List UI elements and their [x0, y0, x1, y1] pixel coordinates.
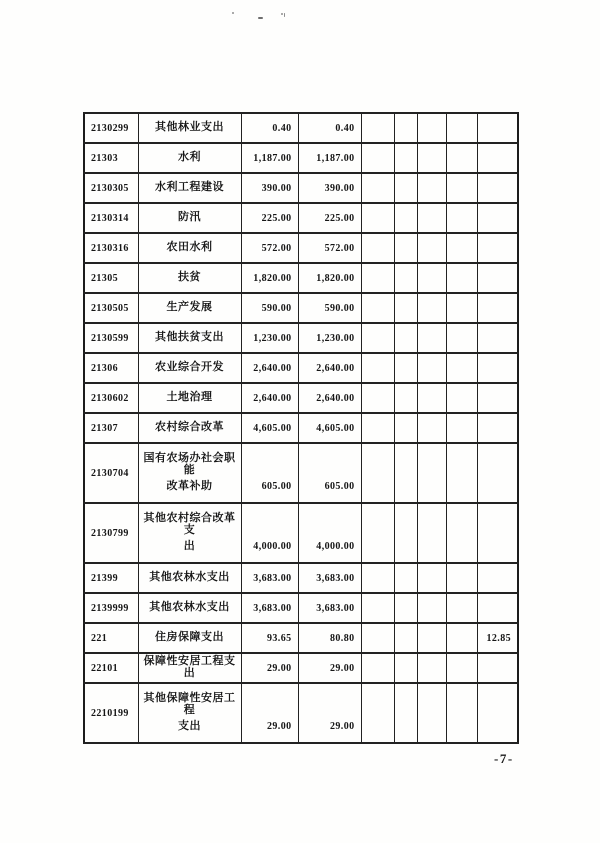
- code-cell: 2130316: [84, 233, 138, 263]
- amount-cell-final: [477, 263, 518, 293]
- code-cell: 2130704: [84, 443, 138, 503]
- scan-speck: [284, 13, 285, 17]
- amount-cell-final: [477, 143, 518, 173]
- item-name-line: 扶贫: [178, 271, 201, 284]
- empty-cell: [417, 683, 446, 743]
- amount-cell-1: 1,230.00: [241, 323, 298, 353]
- amount-cell-1: 3,683.00: [241, 593, 298, 623]
- item-name-cell: [138, 503, 241, 563]
- empty-cell: [394, 173, 417, 203]
- item-name-line: 其他林业支出: [155, 121, 224, 134]
- amount-cell-2: 572.00: [298, 233, 361, 263]
- amount-cell-final: [477, 203, 518, 233]
- code-cell: 2130299: [84, 113, 138, 143]
- code-cell: 2130305: [84, 173, 138, 203]
- amount-cell-2: 80.80: [298, 623, 361, 653]
- amount-cell-1: 0.40: [241, 113, 298, 143]
- empty-cell: [394, 293, 417, 323]
- empty-cell: [417, 113, 446, 143]
- item-name-line: 农田水利: [166, 241, 213, 254]
- item-name-lines: [139, 212, 241, 224]
- empty-cell: [446, 443, 477, 503]
- empty-cell: [417, 173, 446, 203]
- empty-cell: [417, 203, 446, 233]
- item-name-cell: [138, 443, 241, 503]
- empty-cell: [394, 653, 417, 683]
- item-name-cell: [138, 353, 241, 383]
- amount-cell-2: 1,820.00: [298, 263, 361, 293]
- item-name-cell: [138, 203, 241, 233]
- budget-table-body: [84, 113, 518, 743]
- item-name-lines: [139, 392, 241, 404]
- amount-cell-2: 590.00: [298, 293, 361, 323]
- empty-cell: [446, 143, 477, 173]
- amount-cell-final: [477, 443, 518, 503]
- item-name-line: 土地治理: [166, 391, 213, 404]
- empty-cell: [446, 323, 477, 353]
- code-cell: 22101: [84, 653, 138, 683]
- amount-cell-final: [477, 683, 518, 743]
- empty-cell: [361, 623, 394, 653]
- amount-cell-1: 4,605.00: [241, 413, 298, 443]
- item-name-lines: [139, 422, 241, 434]
- empty-cell: [394, 443, 417, 503]
- empty-cell: [394, 383, 417, 413]
- empty-cell: [394, 233, 417, 263]
- code-cell: 21307: [84, 413, 138, 443]
- empty-cell: [361, 503, 394, 563]
- amount-cell-final: [477, 173, 518, 203]
- code-cell: 21306: [84, 353, 138, 383]
- empty-cell: [394, 683, 417, 743]
- amount-cell-final: [477, 563, 518, 593]
- scan-speck: [232, 12, 234, 14]
- item-name-line: 住房保障支出: [155, 631, 224, 644]
- item-name-cell: [138, 233, 241, 263]
- empty-cell: [417, 263, 446, 293]
- empty-cell: [361, 203, 394, 233]
- amount-cell-2: 4,000.00: [298, 503, 361, 563]
- empty-cell: [361, 113, 394, 143]
- empty-cell: [446, 503, 477, 563]
- empty-cell: [446, 233, 477, 263]
- budget-table: [83, 112, 519, 744]
- table-row: [84, 203, 518, 233]
- item-name-lines: [139, 272, 241, 284]
- empty-cell: [417, 593, 446, 623]
- item-name-cell: [138, 293, 241, 323]
- item-name-cell: [138, 683, 241, 743]
- empty-cell: [394, 323, 417, 353]
- empty-cell: [394, 143, 417, 173]
- amount-cell-final: [477, 653, 518, 683]
- item-name-line: 农业综合开发: [155, 361, 224, 374]
- empty-cell: [417, 293, 446, 323]
- item-name-lines: [139, 332, 241, 344]
- empty-cell: [361, 353, 394, 383]
- code-cell: 2130505: [84, 293, 138, 323]
- empty-cell: [446, 383, 477, 413]
- item-name-line: 生产发展: [166, 301, 213, 314]
- amount-cell-final: [477, 293, 518, 323]
- empty-cell: [446, 653, 477, 683]
- code-cell: 221: [84, 623, 138, 653]
- empty-cell: [361, 563, 394, 593]
- amount-cell-2: 1,230.00: [298, 323, 361, 353]
- amount-cell-2: 1,187.00: [298, 143, 361, 173]
- item-name-lines: [139, 182, 241, 194]
- amount-cell-1: 590.00: [241, 293, 298, 323]
- table-row: [84, 233, 518, 263]
- item-name-line: 其他农林水支出: [149, 601, 230, 614]
- table-row: [84, 683, 518, 743]
- empty-cell: [394, 263, 417, 293]
- empty-cell: [446, 593, 477, 623]
- empty-cell: [446, 563, 477, 593]
- item-name-lines: [139, 362, 241, 374]
- item-name-lines: [139, 152, 241, 164]
- code-cell: 2130314: [84, 203, 138, 233]
- empty-cell: [361, 683, 394, 743]
- table-row: [84, 413, 518, 443]
- item-name-cell: [138, 173, 241, 203]
- amount-cell-1: 93.65: [241, 623, 298, 653]
- amount-cell-2: 2,640.00: [298, 383, 361, 413]
- amount-cell-1: 29.00: [241, 683, 298, 743]
- amount-cell-final: [477, 353, 518, 383]
- empty-cell: [446, 173, 477, 203]
- empty-cell: [446, 203, 477, 233]
- empty-cell: [446, 623, 477, 653]
- amount-cell-final: [477, 503, 518, 563]
- amount-cell-2: 29.00: [298, 683, 361, 743]
- item-name-lines: [139, 122, 241, 134]
- amount-cell-1: 390.00: [241, 173, 298, 203]
- amount-cell-1: 3,683.00: [241, 563, 298, 593]
- empty-cell: [361, 653, 394, 683]
- amount-cell-2: 0.40: [298, 113, 361, 143]
- empty-cell: [417, 563, 446, 593]
- empty-cell: [394, 353, 417, 383]
- amount-cell-1: 1,187.00: [241, 143, 298, 173]
- page-number: -7-: [494, 751, 514, 766]
- code-cell: 2139999: [84, 593, 138, 623]
- item-name-line: 其他农林水支出: [149, 571, 230, 584]
- code-cell: 2130602: [84, 383, 138, 413]
- item-name-cell: [138, 593, 241, 623]
- item-name-lines: [139, 656, 241, 679]
- item-name-lines: [139, 685, 241, 741]
- amount-cell-2: 225.00: [298, 203, 361, 233]
- item-name-cell: [138, 143, 241, 173]
- amount-cell-1: 605.00: [241, 443, 298, 503]
- item-name-line: 国有农场办社会职能: [143, 452, 236, 476]
- amount-cell-2: 29.00: [298, 653, 361, 683]
- empty-cell: [361, 173, 394, 203]
- empty-cell: [361, 233, 394, 263]
- amount-cell-1: 29.00: [241, 653, 298, 683]
- empty-cell: [446, 683, 477, 743]
- amount-cell-final: [477, 593, 518, 623]
- table-row: [84, 173, 518, 203]
- table-row: [84, 503, 518, 563]
- empty-cell: [417, 353, 446, 383]
- table-row: [84, 443, 518, 503]
- empty-cell: [417, 443, 446, 503]
- amount-cell-1: 1,820.00: [241, 263, 298, 293]
- code-cell: 2210199: [84, 683, 138, 743]
- amount-cell-2: 3,683.00: [298, 563, 361, 593]
- empty-cell: [394, 413, 417, 443]
- item-name-cell: [138, 623, 241, 653]
- item-name-lines: [139, 632, 241, 644]
- empty-cell: [417, 503, 446, 563]
- amount-cell-2: 605.00: [298, 443, 361, 503]
- empty-cell: [394, 593, 417, 623]
- empty-cell: [394, 203, 417, 233]
- table-row: [84, 653, 518, 683]
- item-name-line: 改革补助: [166, 480, 213, 493]
- item-name-line: 水利: [178, 151, 201, 164]
- empty-cell: [394, 113, 417, 143]
- empty-cell: [417, 383, 446, 413]
- item-name-lines: [139, 572, 241, 584]
- empty-cell: [417, 323, 446, 353]
- empty-cell: [446, 293, 477, 323]
- empty-cell: [361, 443, 394, 503]
- empty-cell: [361, 383, 394, 413]
- empty-cell: [417, 413, 446, 443]
- table-row: [84, 623, 518, 653]
- amount-cell-2: 4,605.00: [298, 413, 361, 443]
- amount-cell-1: 4,000.00: [241, 503, 298, 563]
- item-name-line: 支出: [178, 720, 201, 733]
- table-row: [84, 293, 518, 323]
- item-name-line: 水利工程建设: [155, 181, 224, 194]
- amount-cell-2: 3,683.00: [298, 593, 361, 623]
- item-name-lines: [139, 242, 241, 254]
- item-name-line: 保障性安居工程支出: [143, 655, 236, 679]
- empty-cell: [417, 623, 446, 653]
- item-name-lines: [139, 445, 241, 501]
- amount-cell-2: 2,640.00: [298, 353, 361, 383]
- amount-cell-final: [477, 383, 518, 413]
- empty-cell: [394, 503, 417, 563]
- amount-cell-final: [477, 413, 518, 443]
- item-name-lines: [139, 505, 241, 561]
- item-name-cell: [138, 323, 241, 353]
- amount-cell-1: 225.00: [241, 203, 298, 233]
- scan-speck: [258, 17, 263, 19]
- code-cell: 21303: [84, 143, 138, 173]
- empty-cell: [417, 233, 446, 263]
- empty-cell: [361, 323, 394, 353]
- amount-cell-2: 390.00: [298, 173, 361, 203]
- empty-cell: [361, 293, 394, 323]
- item-name-line: 出: [183, 540, 196, 553]
- table-row: [84, 263, 518, 293]
- table-row: [84, 143, 518, 173]
- table-row: [84, 113, 518, 143]
- empty-cell: [417, 143, 446, 173]
- item-name-cell: [138, 653, 241, 683]
- empty-cell: [446, 263, 477, 293]
- empty-cell: [361, 143, 394, 173]
- item-name-cell: [138, 263, 241, 293]
- amount-cell-final: 12.85: [477, 623, 518, 653]
- amount-cell-final: [477, 233, 518, 263]
- item-name-lines: [139, 302, 241, 314]
- table-row: [84, 323, 518, 353]
- empty-cell: [417, 653, 446, 683]
- item-name-cell: [138, 563, 241, 593]
- amount-cell-1: 2,640.00: [241, 383, 298, 413]
- item-name-line: 农村综合改革: [155, 421, 224, 434]
- code-cell: 2130799: [84, 503, 138, 563]
- empty-cell: [361, 413, 394, 443]
- empty-cell: [394, 563, 417, 593]
- table-row: [84, 593, 518, 623]
- amount-cell-final: [477, 113, 518, 143]
- amount-cell-1: 2,640.00: [241, 353, 298, 383]
- empty-cell: [446, 413, 477, 443]
- item-name-cell: [138, 113, 241, 143]
- code-cell: 21305: [84, 263, 138, 293]
- table-row: [84, 563, 518, 593]
- code-cell: 21399: [84, 563, 138, 593]
- table-row: [84, 383, 518, 413]
- code-cell: 2130599: [84, 323, 138, 353]
- empty-cell: [394, 623, 417, 653]
- item-name-line: 防汛: [178, 211, 201, 224]
- item-name-cell: [138, 383, 241, 413]
- amount-cell-1: 572.00: [241, 233, 298, 263]
- item-name-line: 其他保障性安居工程: [143, 692, 236, 716]
- item-name-line: 其他扶贫支出: [155, 331, 224, 344]
- empty-cell: [361, 593, 394, 623]
- empty-cell: [446, 353, 477, 383]
- empty-cell: [361, 263, 394, 293]
- table-row: [84, 353, 518, 383]
- item-name-line: 其他农村综合改革支: [143, 512, 236, 536]
- item-name-cell: [138, 413, 241, 443]
- empty-cell: [446, 113, 477, 143]
- amount-cell-final: [477, 323, 518, 353]
- scan-speck: [281, 13, 283, 15]
- item-name-lines: [139, 602, 241, 614]
